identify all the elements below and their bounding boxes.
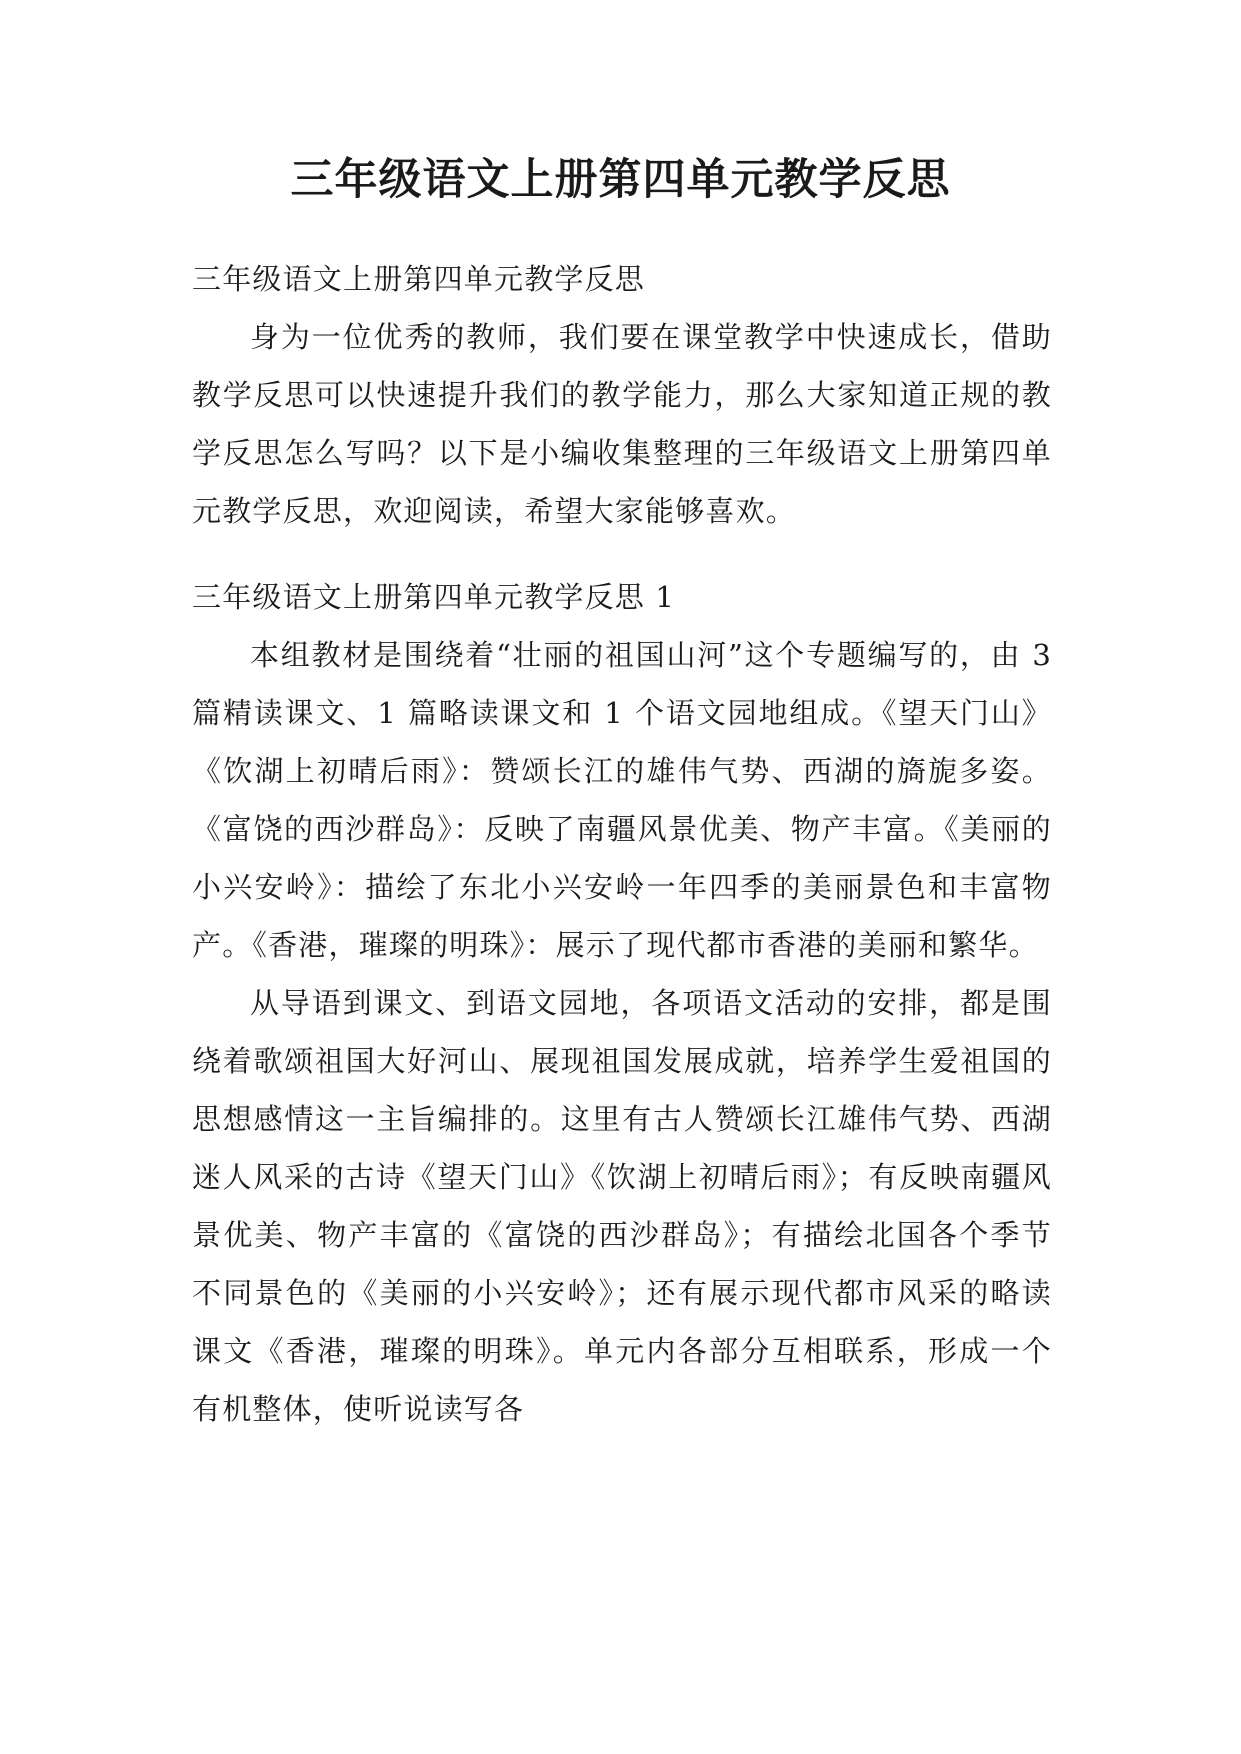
section1-paragraph-2: 从导语到课文、到语文园地，各项语文活动的安排，都是围绕着歌颂祖国大好河山、展现祖国发展成就，培养学生爱祖国的思想感情这一主旨编排的。这里有古人赞颂长江雄伟气势、西湖迷人风采的古诗《望天门山》《饮湖上初晴后雨》；有反映南疆风景优美、物产丰富的《富饶的西沙群岛》；有描绘北国各个季节不同景色的《美丽的小兴安岭》；还有展示现代都市风采的略读课文《香港，璀璨的明珠》。单元内各部分互相联系，形成一个有机整体，使听说读写各 [192,986,1052,1426]
section-spacer [192,540,1052,568]
section1-heading: 三年级语文上册第四单元教学反思 1 [192,580,676,614]
intro-paragraph: 身为一位优秀的教师，我们要在课堂教学中快速成长，借助教学反思可以快速提升我们的教学能力，那么大家知道正规的教学反思怎么写吗？以下是小编收集整理的三年级语文上册第四单元教学反思，欢迎阅读，希望大家能够喜欢。 [192,320,1052,528]
document-body [192,250,1052,1438]
section1-paragraph-1: 本组教材是围绕着“壮丽的祖国山河”这个专题编写的，由 3 篇精读课文、1 篇略读课文和 1 个语文园地组成。《望天门山》《饮湖上初晴后雨》：赞颂长江的雄伟气势、西湖的旖旎多姿。《富饶的西沙群岛》：反映了南疆风景优美、物产丰富。《美丽的小兴安岭》：描绘了东北小兴安岭一年四季的美丽景色和丰富物产。《香港，璀璨的明珠》：展示了现代都市香港的美丽和繁华。 [192,638,1052,962]
intro-heading: 三年级语文上册第四单元教学反思 [192,262,646,296]
document-title: 三年级语文上册第四单元教学反思 [290,155,951,205]
